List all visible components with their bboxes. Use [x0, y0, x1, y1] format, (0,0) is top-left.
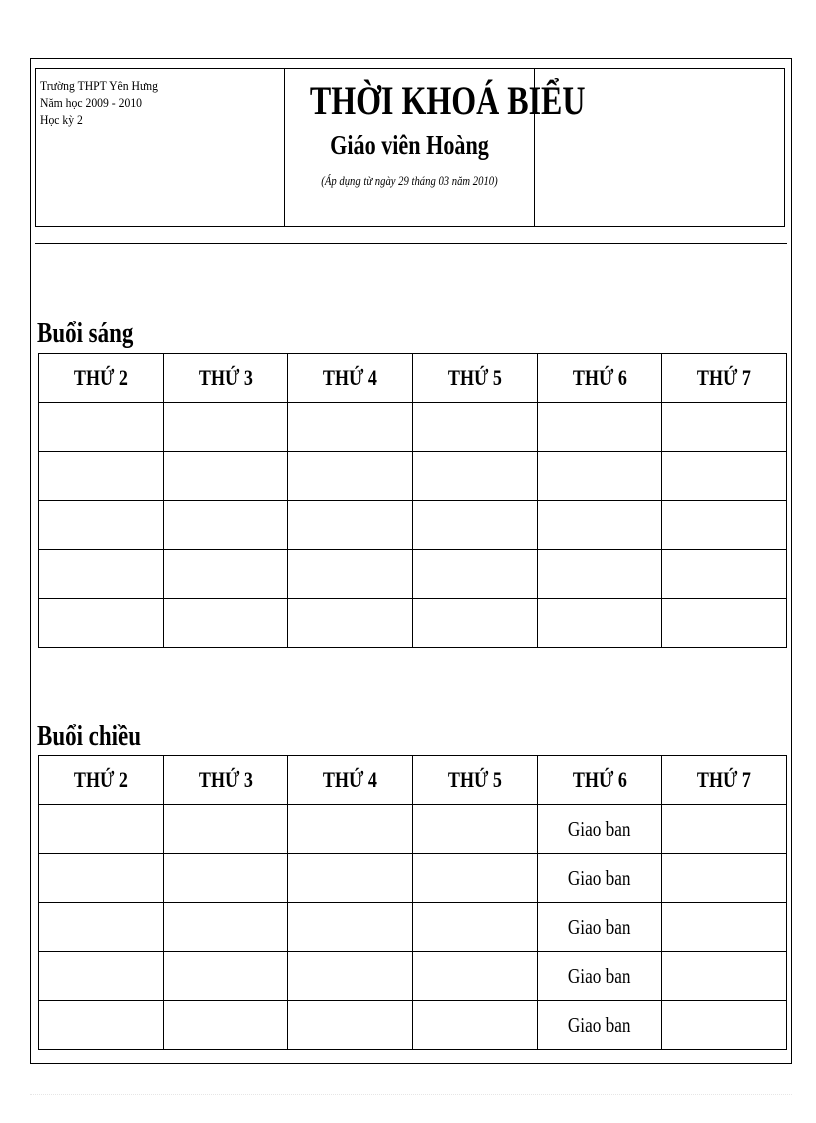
applied-date: (Áp dụng từ ngày 29 tháng 03 năm 2010) — [321, 173, 498, 188]
day-header: THỨ 3 — [163, 354, 288, 403]
table-row — [39, 452, 787, 501]
timetable-cell — [39, 452, 164, 501]
timetable-cell — [39, 903, 164, 952]
timetable-cell — [662, 550, 787, 599]
timetable-cell: Giao ban — [537, 903, 662, 952]
day-header: THỨ 2 — [39, 354, 164, 403]
timetable-cell — [412, 854, 537, 903]
day-header: THỨ 4 — [288, 756, 413, 805]
timetable-cell — [288, 550, 413, 599]
title-block — [285, 69, 586, 226]
day-header: THỨ 5 — [412, 756, 537, 805]
timetable-cell — [412, 952, 537, 1001]
page-title: THỜI KHOÁ BIỂU — [309, 78, 586, 123]
timetable-cell — [662, 501, 787, 550]
table-row — [39, 599, 787, 648]
timetable-cell — [412, 550, 537, 599]
header-box — [35, 68, 785, 227]
timetable-cell — [288, 501, 413, 550]
timetable-cell — [39, 854, 164, 903]
timetable-cell — [662, 1001, 787, 1050]
divider — [35, 243, 787, 244]
timetable-cell — [662, 805, 787, 854]
timetable-cell — [662, 403, 787, 452]
timetable-cell — [163, 903, 288, 952]
timetable-cell — [412, 403, 537, 452]
school-name: Trường THPT Yên Hưng — [40, 78, 159, 93]
timetable-cell — [662, 903, 787, 952]
timetable-cell — [537, 403, 662, 452]
timetable-cell — [412, 1001, 537, 1050]
table-row — [39, 805, 787, 854]
timetable-cell — [662, 952, 787, 1001]
timetable-cell — [288, 952, 413, 1001]
timetable-cell — [163, 452, 288, 501]
day-header: THỨ 7 — [662, 354, 787, 403]
timetable-cell — [163, 501, 288, 550]
afternoon-table — [38, 755, 787, 1050]
day-header: THỨ 6 — [537, 756, 662, 805]
day-header: THỨ 2 — [39, 756, 164, 805]
timetable-cell — [163, 550, 288, 599]
day-header: THỨ 7 — [662, 756, 787, 805]
school-year: Năm học 2009 - 2010 — [40, 95, 143, 110]
timetable-cell — [662, 452, 787, 501]
teacher-name: Giáo viên Hoàng — [330, 130, 489, 160]
timetable-cell — [39, 550, 164, 599]
table-row — [39, 403, 787, 452]
timetable-cell — [163, 599, 288, 648]
timetable-cell — [537, 550, 662, 599]
table-row — [39, 1001, 787, 1050]
morning-title: Buổi sáng — [37, 318, 134, 349]
table-row — [39, 952, 787, 1001]
timetable-cell — [39, 599, 164, 648]
timetable-cell — [163, 1001, 288, 1050]
timetable-cell — [288, 903, 413, 952]
timetable-cell — [288, 599, 413, 648]
table-row — [39, 903, 787, 952]
timetable-cell: Giao ban — [537, 854, 662, 903]
timetable-cell: Giao ban — [537, 952, 662, 1001]
timetable-cell — [288, 403, 413, 452]
timetable-cell — [163, 854, 288, 903]
timetable-cell: Giao ban — [537, 1001, 662, 1050]
timetable-cell — [662, 599, 787, 648]
timetable-cell — [39, 952, 164, 1001]
timetable-cell — [39, 1001, 164, 1050]
timetable-cell — [39, 805, 164, 854]
table-row — [39, 550, 787, 599]
timetable-cell — [39, 403, 164, 452]
timetable-cell — [288, 805, 413, 854]
timetable-cell — [288, 854, 413, 903]
table-row — [39, 854, 787, 903]
timetable-cell — [412, 452, 537, 501]
timetable-cell — [163, 805, 288, 854]
timetable-cell — [412, 501, 537, 550]
timetable-cell — [163, 952, 288, 1001]
page-bottom-line — [30, 1094, 792, 1095]
timetable-cell — [412, 805, 537, 854]
day-header: THỨ 4 — [288, 354, 413, 403]
timetable-cell — [537, 501, 662, 550]
day-header: THỨ 3 — [163, 756, 288, 805]
school-info — [36, 69, 285, 226]
timetable-cell — [39, 501, 164, 550]
timetable-cell — [288, 1001, 413, 1050]
semester: Học kỳ 2 — [40, 112, 83, 127]
timetable-cell — [412, 599, 537, 648]
morning-table — [38, 353, 787, 648]
timetable-cell — [537, 452, 662, 501]
day-header: THỨ 5 — [412, 354, 537, 403]
timetable-cell — [662, 854, 787, 903]
timetable-cell — [288, 452, 413, 501]
timetable-cell — [412, 903, 537, 952]
timetable-cell — [537, 599, 662, 648]
table-row — [39, 501, 787, 550]
day-header: THỨ 6 — [537, 354, 662, 403]
timetable-cell — [163, 403, 288, 452]
afternoon-title: Buổi chiều — [37, 721, 141, 752]
timetable-cell: Giao ban — [537, 805, 662, 854]
